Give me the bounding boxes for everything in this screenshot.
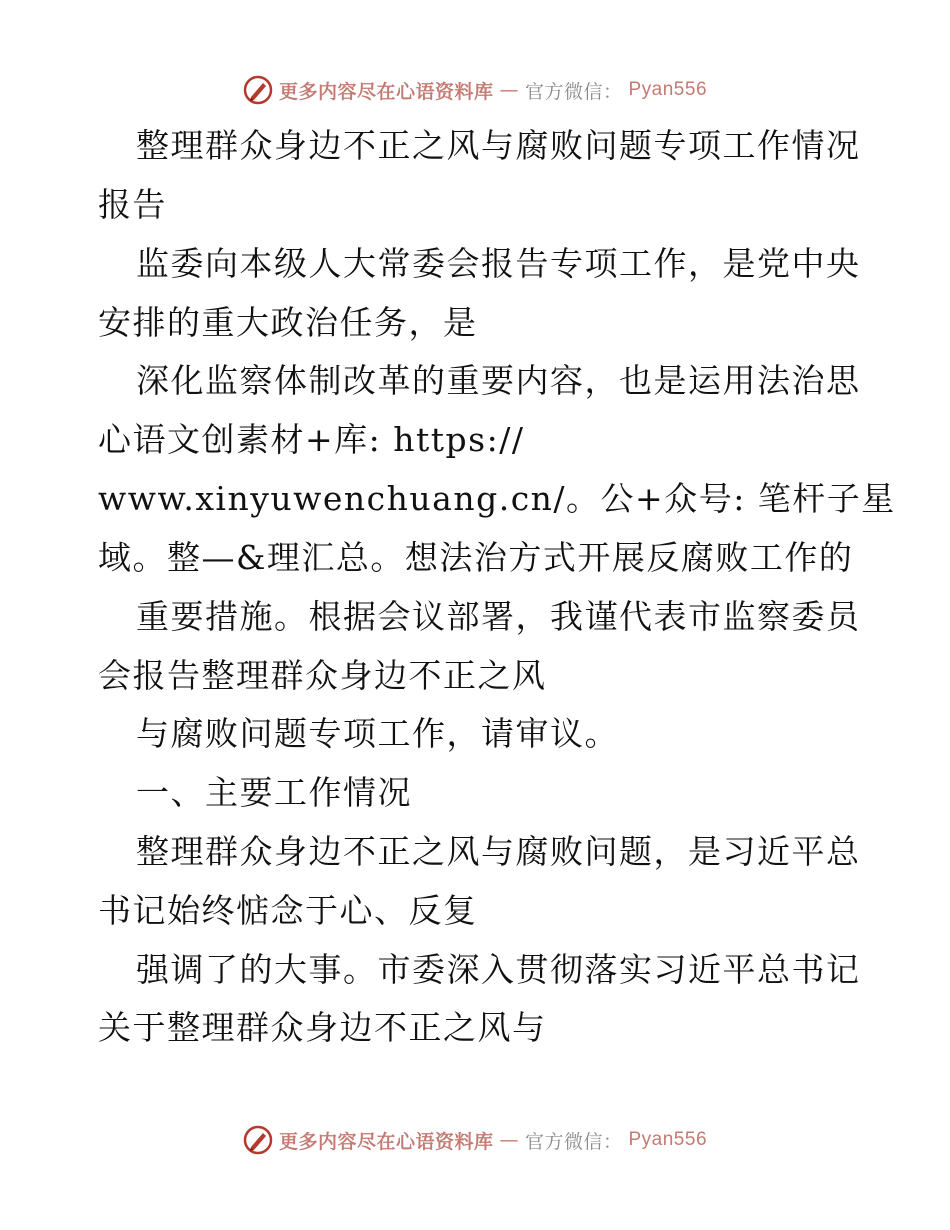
paragraph-line: 重要措施。根据会议部署，我谨代表市监察委员	[136, 597, 861, 636]
title-line-1: 整理群众身边不正之风与腐败问题专项工作情况	[136, 126, 861, 165]
paragraph-line: 强调了的大事。市委深入贯彻落实习近平总书记	[136, 950, 861, 989]
banner-title: 更多内容尽在心语资料库	[278, 80, 494, 103]
paragraph-line: 整理群众身边不正之风与腐败问题，是习近平总	[136, 832, 861, 871]
title-line-2: 报告	[98, 185, 167, 224]
paragraph-line: 与腐败问题专项工作，请审议。	[136, 714, 619, 753]
banner-title: 更多内容尽在心语资料库	[278, 1130, 494, 1153]
paragraph-line: 关于整理群众身边不正之风与	[98, 1008, 547, 1047]
paragraph-line: 书记始终惦念于心、反复	[98, 891, 478, 930]
paragraph-line: 会报告整理群众身边不正之风	[98, 656, 547, 695]
paragraph-line: 监委向本级人大常委会报告专项工作，是党中央	[136, 244, 861, 283]
banner-separator: —	[499, 79, 519, 101]
paragraph-line: 心语文创素材+库: https://	[98, 420, 525, 459]
paragraph-line: 域。整—&理汇总。想法治方式开展反腐败工作的	[98, 538, 854, 577]
banner-wechat-label: 官方微信：	[524, 1130, 623, 1153]
banner-wechat-label: 官方微信：	[524, 80, 623, 103]
pen-logo-icon	[243, 1125, 273, 1155]
banner-wechat-id: Pyan556	[628, 1129, 708, 1150]
paragraph-line: 安排的重大政治任务，是	[98, 303, 478, 342]
banner-separator: —	[499, 1129, 519, 1151]
paragraph-line: www.xinyuwenchuang.cn/。公+众号: 笔杆子星	[98, 479, 896, 518]
paragraph-line: 深化监察体制改革的重要内容，也是运用法治思	[136, 361, 861, 400]
section-heading: 一、主要工作情况	[136, 773, 412, 812]
banner-wechat-id: Pyan556	[628, 79, 708, 100]
footer-banner	[0, 1120, 950, 1160]
